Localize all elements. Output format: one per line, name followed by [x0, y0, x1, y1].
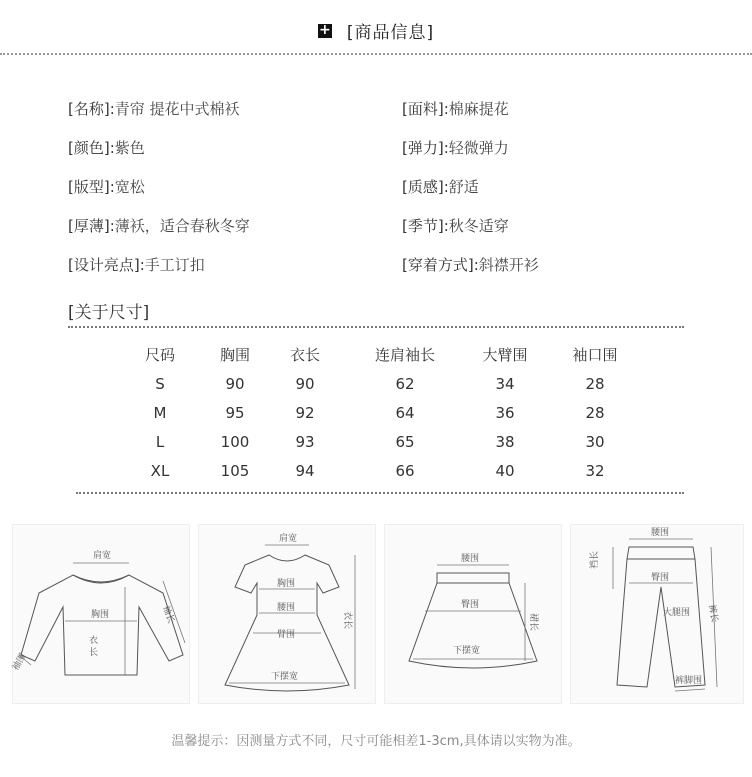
label-length-2: 长: [89, 648, 99, 658]
table-cell: 100: [220, 432, 250, 451]
section-title: [商品信息]: [346, 23, 435, 43]
column-header: 胸围: [219, 346, 250, 364]
label-hem: 下摆宽: [271, 672, 299, 682]
info-design: [设计亮点]:手工订扣: [68, 256, 205, 274]
label-arm: 臂围: [277, 630, 296, 640]
dress-measurement-diagram: [198, 524, 376, 704]
label-waist: 腰围: [651, 528, 670, 538]
info-fit: [版型]:宽松: [68, 178, 145, 196]
column-header: 尺码: [144, 346, 175, 364]
table-cell: 32: [585, 461, 605, 480]
label-cuff: 袖围: [10, 651, 29, 673]
label-chest: 胸围: [91, 610, 110, 620]
table-row: [125, 456, 655, 485]
label-length: 裤长: [706, 603, 720, 624]
divider: [0, 53, 752, 55]
table-cell: S: [155, 374, 165, 393]
label-waist: 腰围: [461, 554, 480, 564]
label-hip: 臀围: [651, 573, 670, 583]
label-chest: 胸围: [277, 579, 296, 589]
top-sketch: [10, 525, 189, 703]
table-cell: L: [155, 432, 165, 451]
table-cell: 92: [295, 403, 315, 422]
info-color: [颜色]:紫色: [68, 139, 145, 157]
table-cell: 40: [495, 461, 515, 480]
table-cell: 93: [295, 432, 315, 451]
table-cell: 90: [295, 374, 315, 393]
table-cell: XL: [150, 461, 170, 480]
label-shoulder: 肩宽: [93, 551, 112, 561]
info-season: [季节]:秋冬适穿: [402, 217, 509, 235]
table-cell: 62: [395, 374, 415, 393]
size-section-title: [关于尺寸]: [68, 303, 150, 323]
info-name: [名称]:青帘 提花中式棉袄: [68, 100, 240, 118]
label-hip: 臀围: [461, 600, 480, 610]
pants-sketch: [571, 525, 743, 703]
table-header-row: [125, 340, 655, 369]
column-header: 连肩袖长: [374, 346, 435, 364]
divider: [76, 492, 684, 494]
table-cell: 36: [495, 403, 515, 422]
table-cell: 90: [225, 374, 245, 393]
column-header: 衣长: [289, 346, 320, 364]
info-elasticity: [弹力]:轻微弹力: [402, 139, 509, 157]
table-cell: 28: [585, 374, 605, 393]
table-cell: 64: [395, 403, 415, 422]
table-cell: 38: [495, 432, 515, 451]
column-header: 大臂围: [482, 346, 528, 364]
label-length: 裙长: [528, 613, 538, 632]
label-hem: 裤脚围: [675, 676, 703, 686]
skirt-measurement-diagram: [384, 524, 562, 704]
table-cell: 28: [585, 403, 605, 422]
table-cell: 105: [220, 461, 250, 480]
top-measurement-diagram: [12, 524, 190, 704]
table-cell: 66: [395, 461, 415, 480]
column-header: 袖口围: [572, 346, 618, 364]
label-length: 衣长: [342, 611, 352, 630]
label-thigh: 大腿围: [663, 608, 691, 618]
info-fabric: [面料]:棉麻提花: [402, 100, 509, 118]
size-table: [125, 340, 655, 485]
label-hem: 下摆宽: [453, 646, 481, 656]
table-cell: 30: [585, 432, 605, 451]
info-texture: [质感]:舒适: [402, 178, 479, 196]
table-cell: M: [153, 403, 167, 422]
skirt-sketch: [385, 525, 561, 703]
table-cell: 34: [495, 374, 515, 393]
footer-note: 温馨提示：因测量方式不同，尺寸可能相差1-3cm,具体请以实物为准。: [171, 734, 581, 749]
label-shoulder: 肩宽: [279, 534, 298, 544]
table-row: [125, 398, 655, 427]
label-sleeve: 袖长: [160, 604, 176, 625]
label-waist: 腰围: [277, 603, 296, 613]
table-cell: 65: [395, 432, 415, 451]
table-row: [125, 369, 655, 398]
info-thickness: [厚薄]:薄袄，适合春秋冬穿: [68, 217, 250, 235]
dress-sketch: [199, 525, 375, 703]
info-wear-style: [穿着方式]:斜襟开衫: [402, 256, 539, 274]
divider: [68, 326, 684, 328]
label-length: 衣: [89, 636, 99, 646]
pants-measurement-diagram: [570, 524, 744, 704]
label-rise: 裆长: [590, 550, 600, 569]
table-row: [125, 427, 655, 456]
table-cell: 94: [295, 461, 315, 480]
table-cell: 95: [225, 403, 245, 422]
plus-icon: +: [318, 21, 331, 38]
section-header: [0, 18, 752, 43]
